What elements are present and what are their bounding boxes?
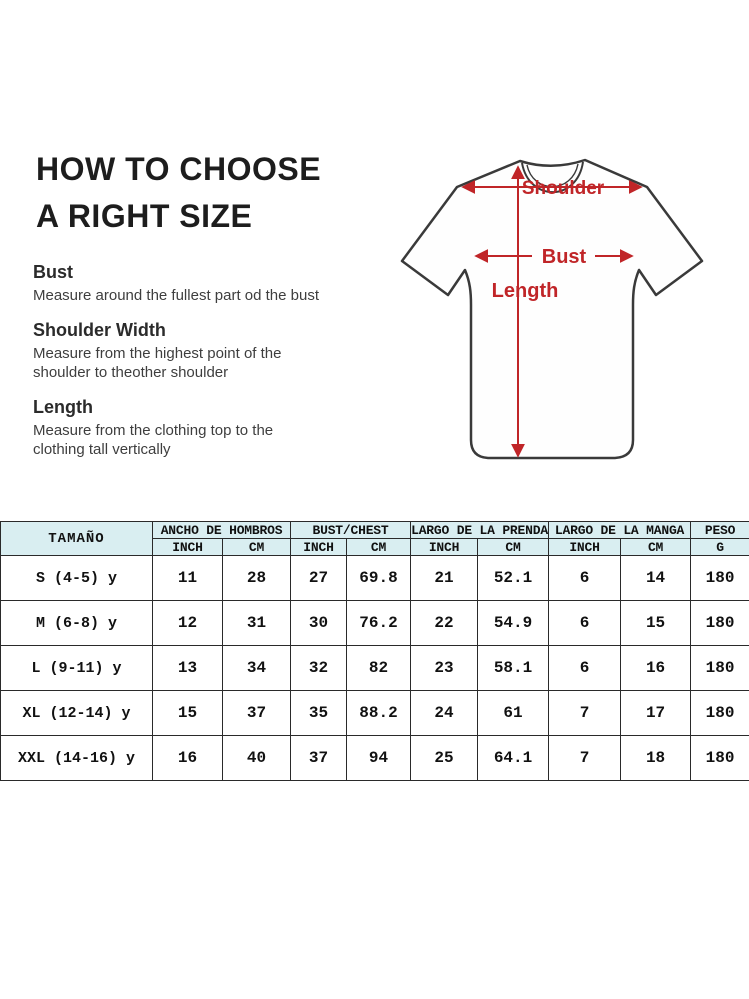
table-cell: 16 [621, 646, 691, 691]
table-cell: 37 [291, 736, 347, 781]
table-cell: 23 [411, 646, 478, 691]
table-cell: 54.9 [478, 601, 549, 646]
table-cell: 40 [223, 736, 291, 781]
guide-item-title: Length [33, 396, 93, 417]
table-cell: 32 [291, 646, 347, 691]
guide-item-title: Bust [33, 262, 73, 282]
table-header-cell: ANCHO DE HOMBROS [153, 522, 291, 539]
tshirt-outline [402, 160, 702, 458]
measurement-guide [33, 261, 363, 473]
guide-item-length [33, 396, 363, 460]
table-cell: 69.8 [347, 556, 411, 601]
table-cell: 14 [621, 556, 691, 601]
table-row [1, 646, 749, 691]
page-title-line-1: HOW TO CHOOSE [36, 151, 322, 187]
table-cell: 28 [223, 556, 291, 601]
table-cell: 27 [291, 556, 347, 601]
table-unit-header-cell: CM [621, 539, 691, 556]
table-cell: 6 [549, 646, 621, 691]
table-row [1, 736, 749, 781]
shoulder-label: Shoulder [521, 178, 605, 199]
table-cell: 6 [549, 601, 621, 646]
table-header-group-row [1, 522, 749, 539]
table-cell: 52.1 [478, 556, 549, 601]
guide-item-shoulder-width [33, 319, 363, 383]
table-cell: 21 [411, 556, 478, 601]
table-cell: 16 [153, 736, 223, 781]
table-cell: 180 [691, 736, 749, 781]
table-header-cell: BUST/CHEST [291, 522, 411, 539]
guide-item-desc: Measure from the highest point of the shoulder to theother shoulder [33, 344, 282, 381]
size-label-cell: M (6-8) y [1, 601, 153, 646]
table-header-cell: LARGO DE LA MANGA [549, 522, 691, 539]
size-table [0, 521, 749, 781]
table-cell: 18 [621, 736, 691, 781]
table-cell: 94 [347, 736, 411, 781]
guide-item-title: Shoulder Width [33, 319, 166, 340]
table-cell: 82 [347, 646, 411, 691]
table-cell: 180 [691, 556, 749, 601]
page-title-line-2: A RIGHT SIZE [36, 198, 253, 234]
table-cell: 25 [411, 736, 478, 781]
table-unit-header-cell: CM [478, 539, 549, 556]
table-cell: 7 [549, 691, 621, 736]
table-unit-header-cell: INCH [549, 539, 621, 556]
table-cell: 88.2 [347, 691, 411, 736]
table-cell: 17 [621, 691, 691, 736]
table-cell: 15 [621, 601, 691, 646]
table-cell: 64.1 [478, 736, 549, 781]
tshirt-diagram [380, 130, 749, 500]
table-unit-header-cell: CM [347, 539, 411, 556]
table-cell: 58.1 [478, 646, 549, 691]
table-cell: 11 [153, 556, 223, 601]
table-unit-header-cell: G [691, 539, 749, 556]
table-cell: 35 [291, 691, 347, 736]
size-table-head [1, 522, 749, 556]
guide-item-desc: Measure around the fullest part od the bust [33, 287, 320, 304]
table-cell: 37 [223, 691, 291, 736]
table-row [1, 601, 749, 646]
table-row [1, 691, 749, 736]
table-cell: 61 [478, 691, 549, 736]
table-cell: 13 [153, 646, 223, 691]
table-cell: 31 [223, 601, 291, 646]
table-cell: 15 [153, 691, 223, 736]
size-table-section [0, 521, 749, 781]
table-cell: 7 [549, 736, 621, 781]
table-cell: 180 [691, 646, 749, 691]
size-table-body [1, 556, 749, 781]
table-cell: 24 [411, 691, 478, 736]
length-label: Length [491, 280, 559, 302]
guide-item-bust [33, 261, 363, 306]
table-cell: 34 [223, 646, 291, 691]
size-label-cell: XXL (14-16) y [1, 736, 153, 781]
page-title [36, 146, 321, 240]
size-column-header: TAMAÑO [1, 522, 153, 556]
table-cell: 30 [291, 601, 347, 646]
table-cell: 12 [153, 601, 223, 646]
table-unit-header-cell: CM [223, 539, 291, 556]
size-label-cell: XL (12-14) y [1, 691, 153, 736]
table-cell: 6 [549, 556, 621, 601]
table-row [1, 556, 749, 601]
table-cell: 180 [691, 691, 749, 736]
guide-item-desc: Measure from the clothing top to the clothing tall vertically [33, 421, 274, 458]
size-label-cell: L (9-11) y [1, 646, 153, 691]
table-unit-header-cell: INCH [153, 539, 223, 556]
table-header-cell: LARGO DE LA PRENDA [411, 522, 548, 538]
table-cell: 180 [691, 601, 749, 646]
bust-label: Bust [541, 246, 587, 268]
table-cell: 22 [411, 601, 478, 646]
table-header-cell: PESO [691, 522, 749, 539]
table-cell: 76.2 [347, 601, 411, 646]
table-unit-header-cell: INCH [291, 539, 347, 556]
table-unit-header-cell: INCH [411, 539, 478, 556]
size-label-cell: S (4-5) y [1, 556, 153, 601]
